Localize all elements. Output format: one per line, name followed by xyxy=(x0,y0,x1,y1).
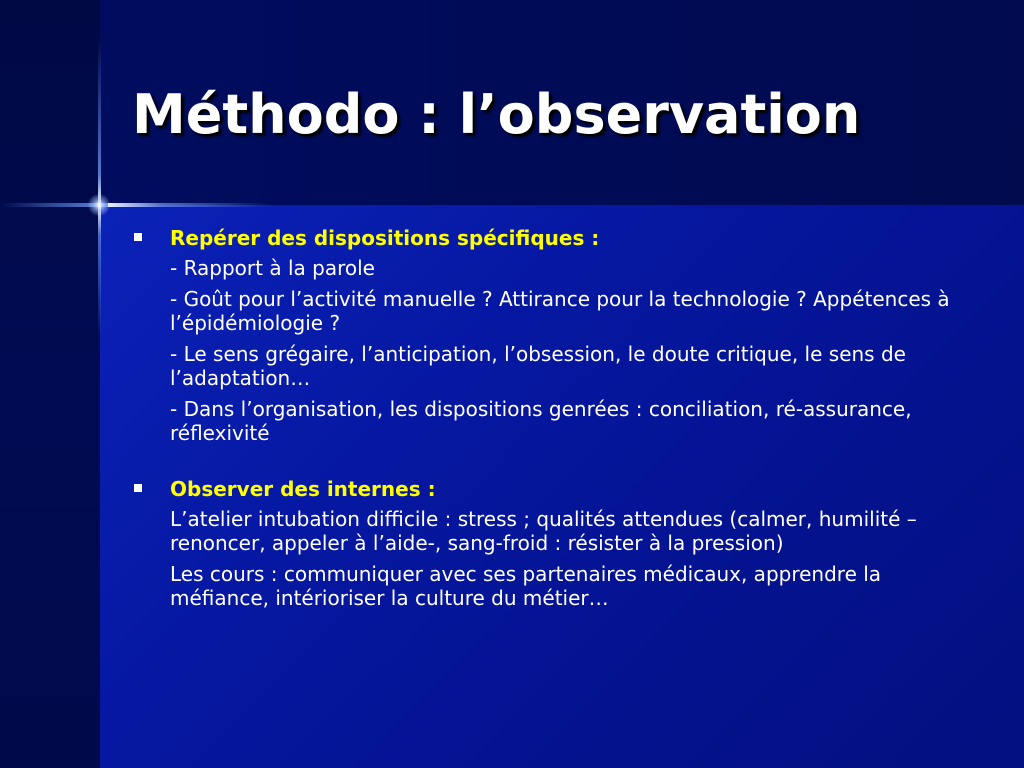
light-flare-vertical-icon xyxy=(98,40,101,340)
list-item: - Le sens grégaire, l’anticipation, l’obsession, le doute critique, le sens de l’adaptation… xyxy=(170,342,906,390)
list-item: L’atelier intubation difficile : stress ; qualités attendues (calmer, humilité –renoncer, appeler à l’aide-, sang-froid : résister à la pression) xyxy=(170,507,917,555)
square-bullet-icon xyxy=(134,233,142,241)
list-item: - Dans l’organisation, les dispositions genrées : conciliation, ré-assurance, réflexivité xyxy=(170,397,912,445)
section-heading-row xyxy=(132,477,962,501)
light-flare-icon xyxy=(88,194,110,216)
slide-title: Méthodo : l’observation xyxy=(132,83,861,146)
section-observer xyxy=(132,477,962,610)
list-item: - Rapport à la parole xyxy=(170,256,375,280)
section-heading: Repérer des dispositions spécifiques : xyxy=(170,226,600,250)
background-left-band xyxy=(0,0,100,768)
square-bullet-icon xyxy=(134,484,142,492)
section-reperer xyxy=(132,226,962,445)
section-heading: Observer des internes : xyxy=(170,477,436,501)
slide-content xyxy=(132,226,962,617)
section-heading-row xyxy=(132,226,962,250)
light-flare-horizontal-icon xyxy=(0,203,270,207)
list-item: - Goût pour l’activité manuelle ? Attirance pour la technologie ? Appétences à l’épidémiologie ? xyxy=(170,287,950,335)
list-item: Les cours : communiquer avec ses partenaires médicaux, apprendre la méfiance, intérioriser la culture du métier… xyxy=(170,562,882,610)
